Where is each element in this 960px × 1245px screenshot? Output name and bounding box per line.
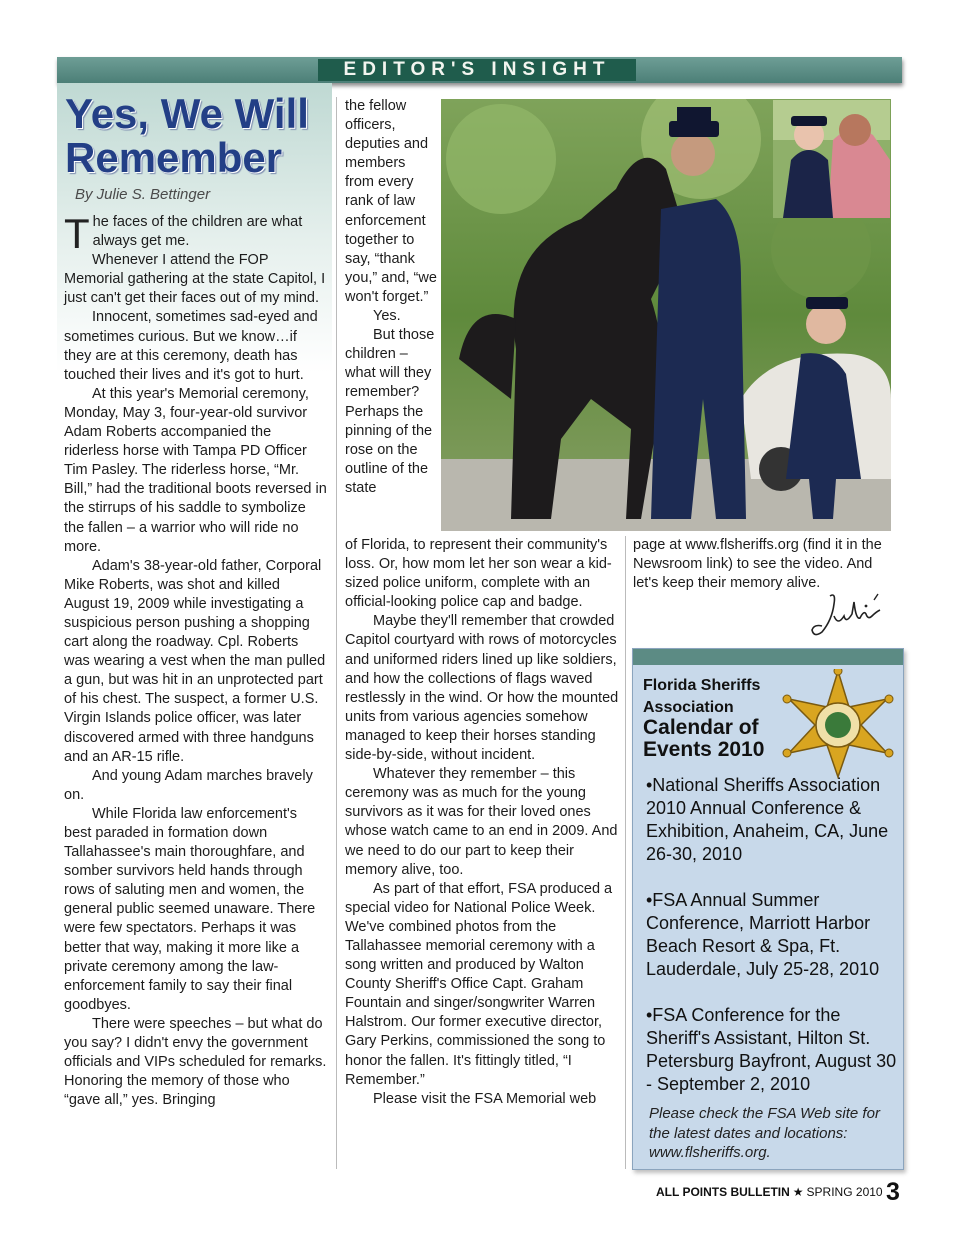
- page-number: 3: [886, 1178, 900, 1206]
- article-paragraph: And young Adam marches bravely on.: [64, 767, 313, 803]
- article-paragraph: The faces of the children are what always get me.: [64, 210, 303, 257]
- article-paragraph: Please visit the FSA Memorial web: [373, 1090, 597, 1107]
- issue-label: SPRING 2010: [806, 1185, 883, 1199]
- inset-photo: [773, 100, 890, 218]
- article-paragraph: Adam's 38-year-old father, Corporal Mike Roberts, was shot and killed August 19, 2009 while investigating a suspicious person pushing a shopping cart along the roadway. Cpl. Roberts was wearing a vest when the man pulled a gun, but was hit in an unprotected part of his chest. The suspect, a former U.S. Virgin Islands police officer, was later discovered armed with three handguns and an AR-15 rifle.: [64, 557, 326, 765]
- byline: By Julie S. Bettinger: [75, 186, 211, 203]
- page-footer: [656, 1185, 883, 1199]
- section-label: EDITOR'S INSIGHT: [318, 59, 636, 81]
- column-divider: [625, 536, 626, 1169]
- article-paragraph: Yes.: [373, 308, 401, 325]
- calendar-box: [632, 648, 904, 1170]
- article-column-3: [633, 536, 899, 593]
- calendar-title: Calendar of Events 2010: [643, 716, 765, 761]
- list-item: •FSA Conference for the Sheriff's Assistant, Hilton St. Petersburg Bayfront, August 30 - September 2, 2010: [646, 1005, 897, 1094]
- calendar-note: Please check the FSA Web site for the latest dates and locations: www.flsheriffs.org.: [649, 1105, 880, 1161]
- sheriff-star-badge-icon: [781, 669, 896, 779]
- list-item: •FSA Annual Summer Conference, Marriott Harbor Beach Resort & Spa, Ft. Lauderdale, July 25-28, 2010: [646, 890, 880, 979]
- article-paragraph: There were speeches – but what do you say? I didn't envy the government officials and VIPs scheduled for remarks. Honoring the memory of those who “gave all,” yes. Bringing: [64, 1015, 327, 1109]
- article-paragraph: Maybe they'll remember that crowded Capitol courtyard with rows of motorcycles and uniformed riders lined up like soldiers, and how the collections of flags waved restlessly in the wind. Or how the mounted units from various agencies somehow managed to keep their horses standing side-by-side, without incident.: [345, 613, 619, 764]
- star-icon: ★: [792, 1185, 804, 1199]
- article-paragraph: At this year's Memorial ceremony, Monday, May 3, four-year-old survivor Adam Roberts accompanied the riderless horse with Tampa PD Officer Tim Pasley. The riderless horse, “Mr. Bill,” had the traditional boots reversed in the stirrups of his saddle to symbolize the fallen – a warrior who will ride no more.: [64, 385, 327, 555]
- article-column-2-narrow: [345, 97, 437, 498]
- article-paragraph: But those children – what will they remember? Perhaps the pinning of the rose on the outline of the state: [345, 327, 435, 496]
- column-divider: [336, 97, 337, 1169]
- article-column-2-wide: [345, 536, 620, 1109]
- article-paragraph: While Florida law enforcement's best paraded in formation down Tallahassee's main thoroughfare, and somber survivors held hands through rows of saluting men and women, the general public seemed unaware. There were few spectators. Perhaps it was better that way, making it more like a private ceremony among the law-enforcement family to say their final goodbyes.: [64, 805, 316, 1013]
- article-paragraph: of Florida, to represent their community's loss. Or, how mom let her son wear a kid-sized police uniform, complete with an official-looking police cap and badge.: [345, 537, 612, 611]
- article-headline: Yes, We Will Remember: [65, 90, 309, 181]
- calendar-box-header-bar: [633, 649, 903, 665]
- drop-cap: T: [64, 210, 90, 257]
- publication-name: ALL POINTS BULLETIN: [656, 1185, 790, 1199]
- article-column-1: [64, 210, 328, 1110]
- list-item: •National Sheriffs Association 2010 Annual Conference & Exhibition, Anaheim, CA, June 26-30, 2010: [646, 775, 889, 864]
- signature-image: [808, 590, 888, 640]
- article-paragraph: As part of that effort, FSA produced a special video for National Police Week. We've combined photos from the Tallahassee memorial ceremony with a song written and produced by Walton County Sheriff's Office Capt. Graham Fountain and singer/songwriter Warren Halstrom. Our former executive director, Gary Perkins, commissioned the song to honor the fallen. It's fittingly titled, “I Remember.”: [345, 880, 613, 1088]
- event-list: [646, 774, 898, 1119]
- article-paragraph: the fellow officers, deputies and members from every rank of law enforcement together to say, “thank you,” and, “we won't forget.”: [345, 98, 437, 305]
- article-paragraph: page at www.flsheriffs.org (find it in the Newsroom link) to see the video. And let's keep their memory alive.: [633, 537, 882, 592]
- article-paragraph: Whenever I attend the FOP Memorial gathering at the state Capitol, I just can't get their faces out of my mind.: [64, 252, 326, 307]
- article-paragraph: Whatever they remember – this ceremony was as much for the young survivors as it was for their loved ones whose watch came to an end in 2009. And we need to do our part to keep their memory alive, too.: [345, 766, 618, 878]
- article-paragraph: Innocent, sometimes sad-eyed and sometimes curious. But we know…if they are at this ceremony, death has touched their lives and it's got to hurt.: [64, 309, 318, 383]
- calendar-org-name: Florida Sheriffs Association: [643, 677, 761, 716]
